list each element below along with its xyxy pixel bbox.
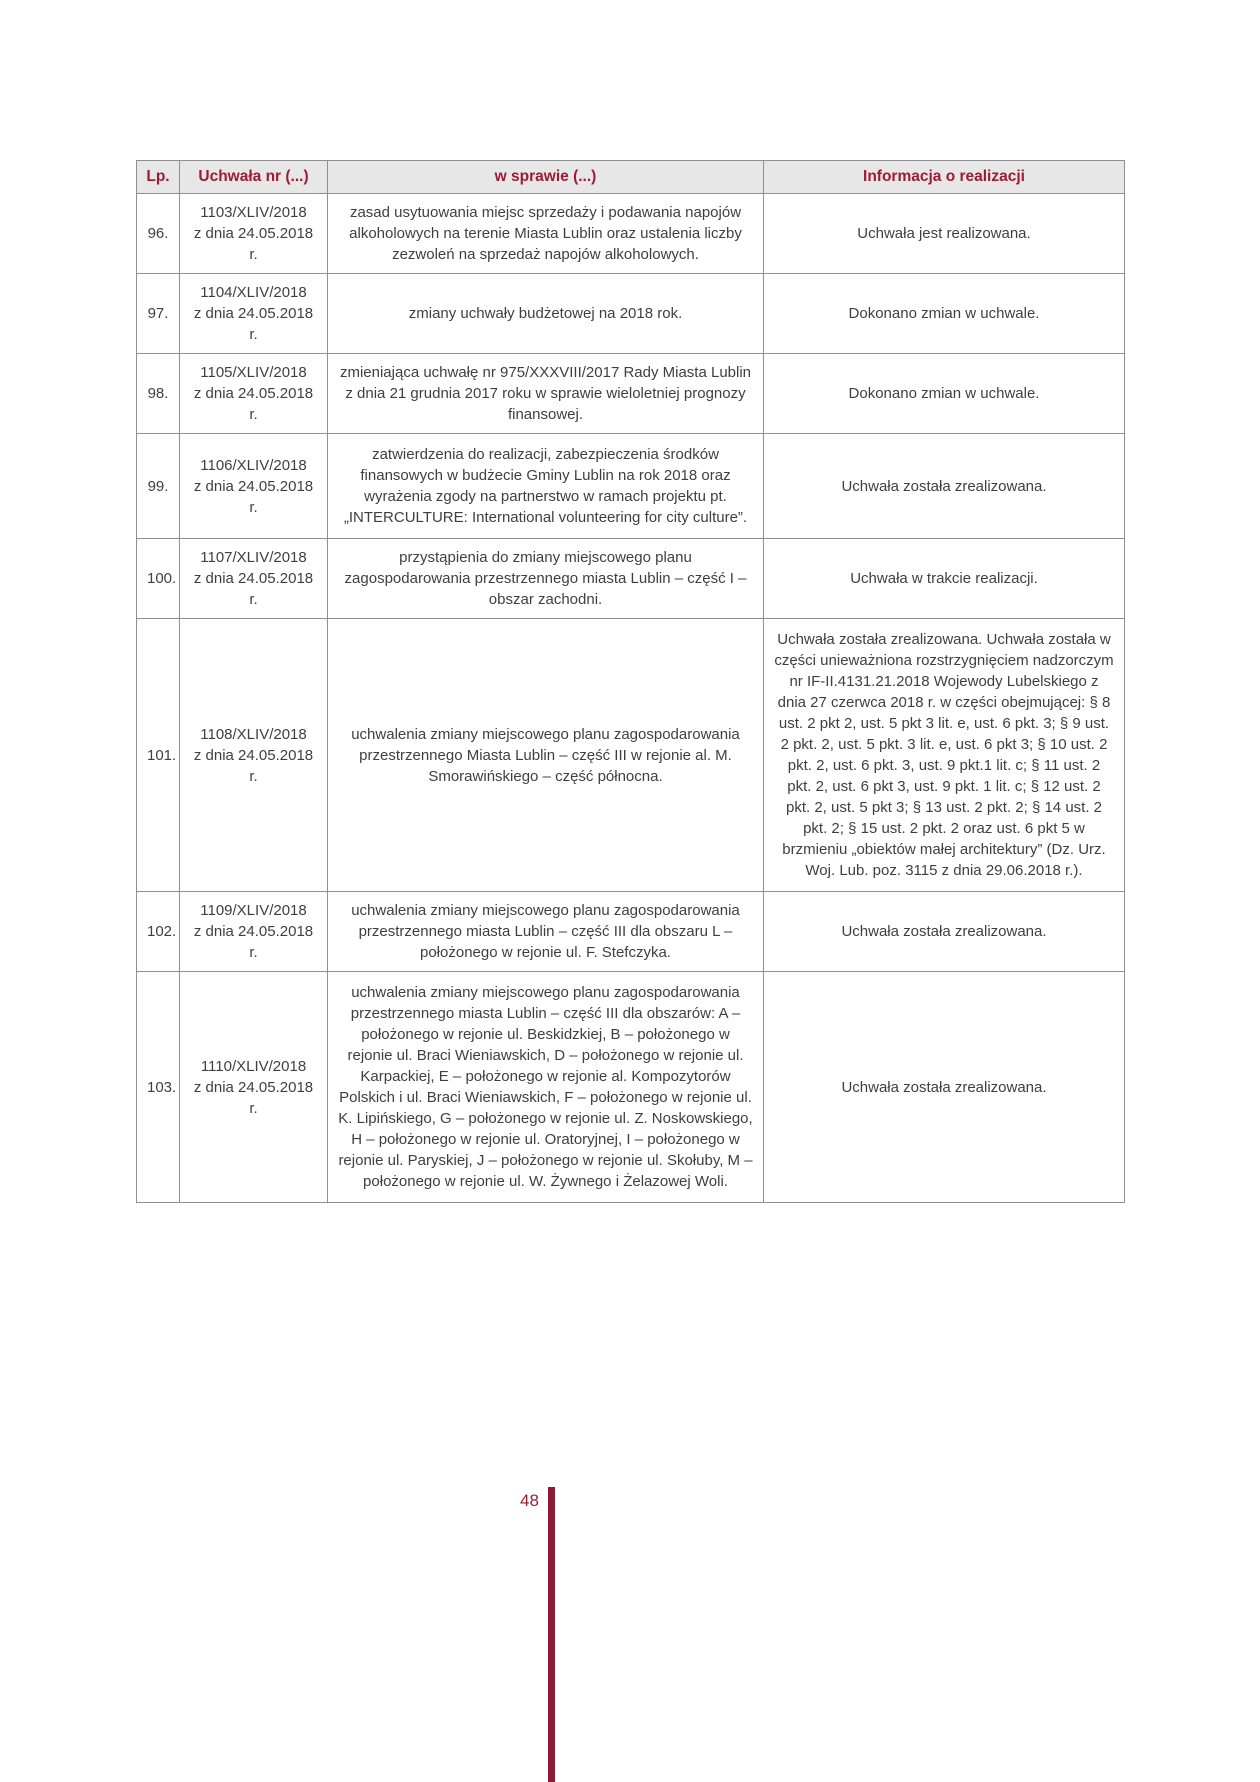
cell-lp: 98.	[137, 354, 180, 434]
cell-resolution-number	[180, 619, 328, 892]
cell-resolution-number	[180, 434, 328, 539]
header-subject: w sprawie (...)	[328, 161, 764, 194]
cell-status: Uchwała jest realizowana.	[764, 194, 1125, 274]
cell-status: Uchwała została zrealizowana. Uchwała została w części unieważniona rozstrzygnięciem nadzorczym nr IF-II.4131.21.2018 Wojewody Lubelskiego z dnia 27 czerwca 2018 r. w części obejmującej: § 8 ust. 2 pkt 2, ust. 5 pkt 3 lit. e, ust. 6 pkt. 3; § 9 ust. 2 pkt. 2, ust. 5 pkt. 3 lit. e, ust. 6 pkt 3; § 10 ust. 2 pkt. 2, ust. 6 pkt. 3, ust. 9 pkt.1 lit. c; § 11 ust. 2 pkt. 2, ust. 6 pkt 3, ust. 9 pkt. 1 lit. c; § 12 ust. 2 pkt. 2, ust. 5 pkt 3; § 13 ust. 2 pkt. 2; § 14 ust. 2 pkt. 2; § 15 ust. 2 pkt. 2 oraz ust. 6 pkt 5 w brzmieniu „obiektów małej architektury” (Dz. Urz. Woj. Lub. poz. 3115 z dnia 29.06.2018 r.).	[764, 619, 1125, 892]
resolution-date: z dnia 24.05.2018 r.	[193, 570, 314, 608]
cell-status: Uchwała została zrealizowana.	[764, 892, 1125, 972]
cell-subject: zasad usytuowania miejsc sprzedaży i podawania napojów alkoholowych na terenie Miasta Lublin oraz ustalenia liczby zezwoleń na sprzedaż napojów alkoholowych.	[328, 194, 764, 274]
cell-lp: 97.	[137, 274, 180, 354]
cell-subject: zatwierdzenia do realizacji, zabezpieczenia środków finansowych w budżecie Gminy Lublin na rok 2018 oraz wyrażenia zgody na partnerstwo w ramach projektu pt. „INTERCULTURE: International volunteering for city culture”.	[328, 434, 764, 539]
table-row	[137, 434, 1125, 539]
header-resolution-number: Uchwała nr (...)	[180, 161, 328, 194]
cell-subject: uchwalenia zmiany miejscowego planu zagospodarowania przestrzennego Miasta Lublin – część III w rejonie al. M. Smorawińskiego – część północna.	[328, 619, 764, 892]
resolutions-table	[136, 160, 1125, 1203]
cell-status: Uchwała została zrealizowana.	[764, 972, 1125, 1203]
resolution-date: z dnia 24.05.2018 r.	[193, 1078, 314, 1117]
resolution-number: 1105/XLIV/2018	[200, 364, 307, 381]
resolution-date: z dnia 24.05.2018 r.	[193, 225, 314, 263]
cell-resolution-number	[180, 354, 328, 434]
cell-lp: 96.	[137, 194, 180, 274]
cell-subject: przystąpienia do zmiany miejscowego planu zagospodarowania przestrzennego miasta Lublin – część I – obszar zachodni.	[328, 539, 764, 619]
cell-resolution-number	[180, 194, 328, 274]
table-header-row	[137, 161, 1125, 194]
resolution-number: 1109/XLIV/2018	[200, 902, 307, 919]
resolution-number: 1103/XLIV/2018	[200, 204, 307, 221]
cell-subject: uchwalenia zmiany miejscowego planu zagospodarowania przestrzennego miasta Lublin – część III dla obszarów: A – położonego w rejonie ul. Beskidzkiej, B – położonego w rejonie ul. Braci Wieniawskich, D – położonego w rejonie ul. Karpackiej, E – położonego w rejonie al. Kompozytorów Polskich i ul. Braci Wieniawskich, F – położonego w rejonie ul. K. Lipińskiego, G – położonego w rejonie ul. Z. Noskowskiego, H – położonego w rejonie ul. Oratoryjnej, I – położonego w rejonie ul. Paryskiej, J – położonego w rejonie ul. Skołuby, M – położonego w rejonie ul. W. Żywnego i Żelazowej Woli.	[328, 972, 764, 1203]
cell-status: Dokonano zmian w uchwale.	[764, 354, 1125, 434]
cell-status: Uchwała została zrealizowana.	[764, 434, 1125, 539]
resolution-date: z dnia 24.05.2018 r.	[193, 477, 314, 516]
footer-accent-bar	[548, 1487, 555, 1782]
table-row	[137, 274, 1125, 354]
cell-status: Uchwała w trakcie realizacji.	[764, 539, 1125, 619]
cell-lp: 102.	[137, 892, 180, 972]
header-lp: Lp.	[137, 161, 180, 194]
cell-subject: uchwalenia zmiany miejscowego planu zagospodarowania przestrzennego miasta Lublin – część III dla obszaru L – położonego w rejonie ul. F. Stefczyka.	[328, 892, 764, 972]
cell-resolution-number	[180, 972, 328, 1203]
cell-lp: 103.	[137, 972, 180, 1203]
resolution-date: z dnia 24.05.2018 r.	[193, 385, 314, 423]
cell-subject: zmieniająca uchwałę nr 975/XXXVIII/2017 Rady Miasta Lublin z dnia 21 grudnia 2017 roku w sprawie wieloletniej prognozy finansowej.	[328, 354, 764, 434]
page-footer	[520, 1487, 555, 1782]
table-row	[137, 972, 1125, 1203]
cell-status: Dokonano zmian w uchwale.	[764, 274, 1125, 354]
table-row	[137, 194, 1125, 274]
resolution-number: 1104/XLIV/2018	[200, 284, 307, 301]
table-row	[137, 619, 1125, 892]
cell-resolution-number	[180, 539, 328, 619]
cell-resolution-number	[180, 892, 328, 972]
cell-lp: 101.	[137, 619, 180, 892]
resolution-date: z dnia 24.05.2018 r.	[193, 923, 314, 961]
table-row	[137, 892, 1125, 972]
header-status: Informacja o realizacji	[764, 161, 1125, 194]
resolution-number: 1110/XLIV/2018	[200, 1057, 307, 1075]
cell-resolution-number	[180, 274, 328, 354]
resolution-number: 1108/XLIV/2018	[200, 725, 307, 743]
resolution-number: 1107/XLIV/2018	[200, 549, 307, 566]
table-row	[137, 354, 1125, 434]
table-row	[137, 539, 1125, 619]
resolution-date: z dnia 24.05.2018 r.	[193, 305, 314, 343]
cell-subject: zmiany uchwały budżetowej na 2018 rok.	[328, 274, 764, 354]
page-number: 48	[520, 1491, 539, 1510]
cell-lp: 99.	[137, 434, 180, 539]
cell-lp: 100.	[137, 539, 180, 619]
resolution-number: 1106/XLIV/2018	[200, 456, 307, 474]
resolution-date: z dnia 24.05.2018 r.	[193, 746, 314, 785]
